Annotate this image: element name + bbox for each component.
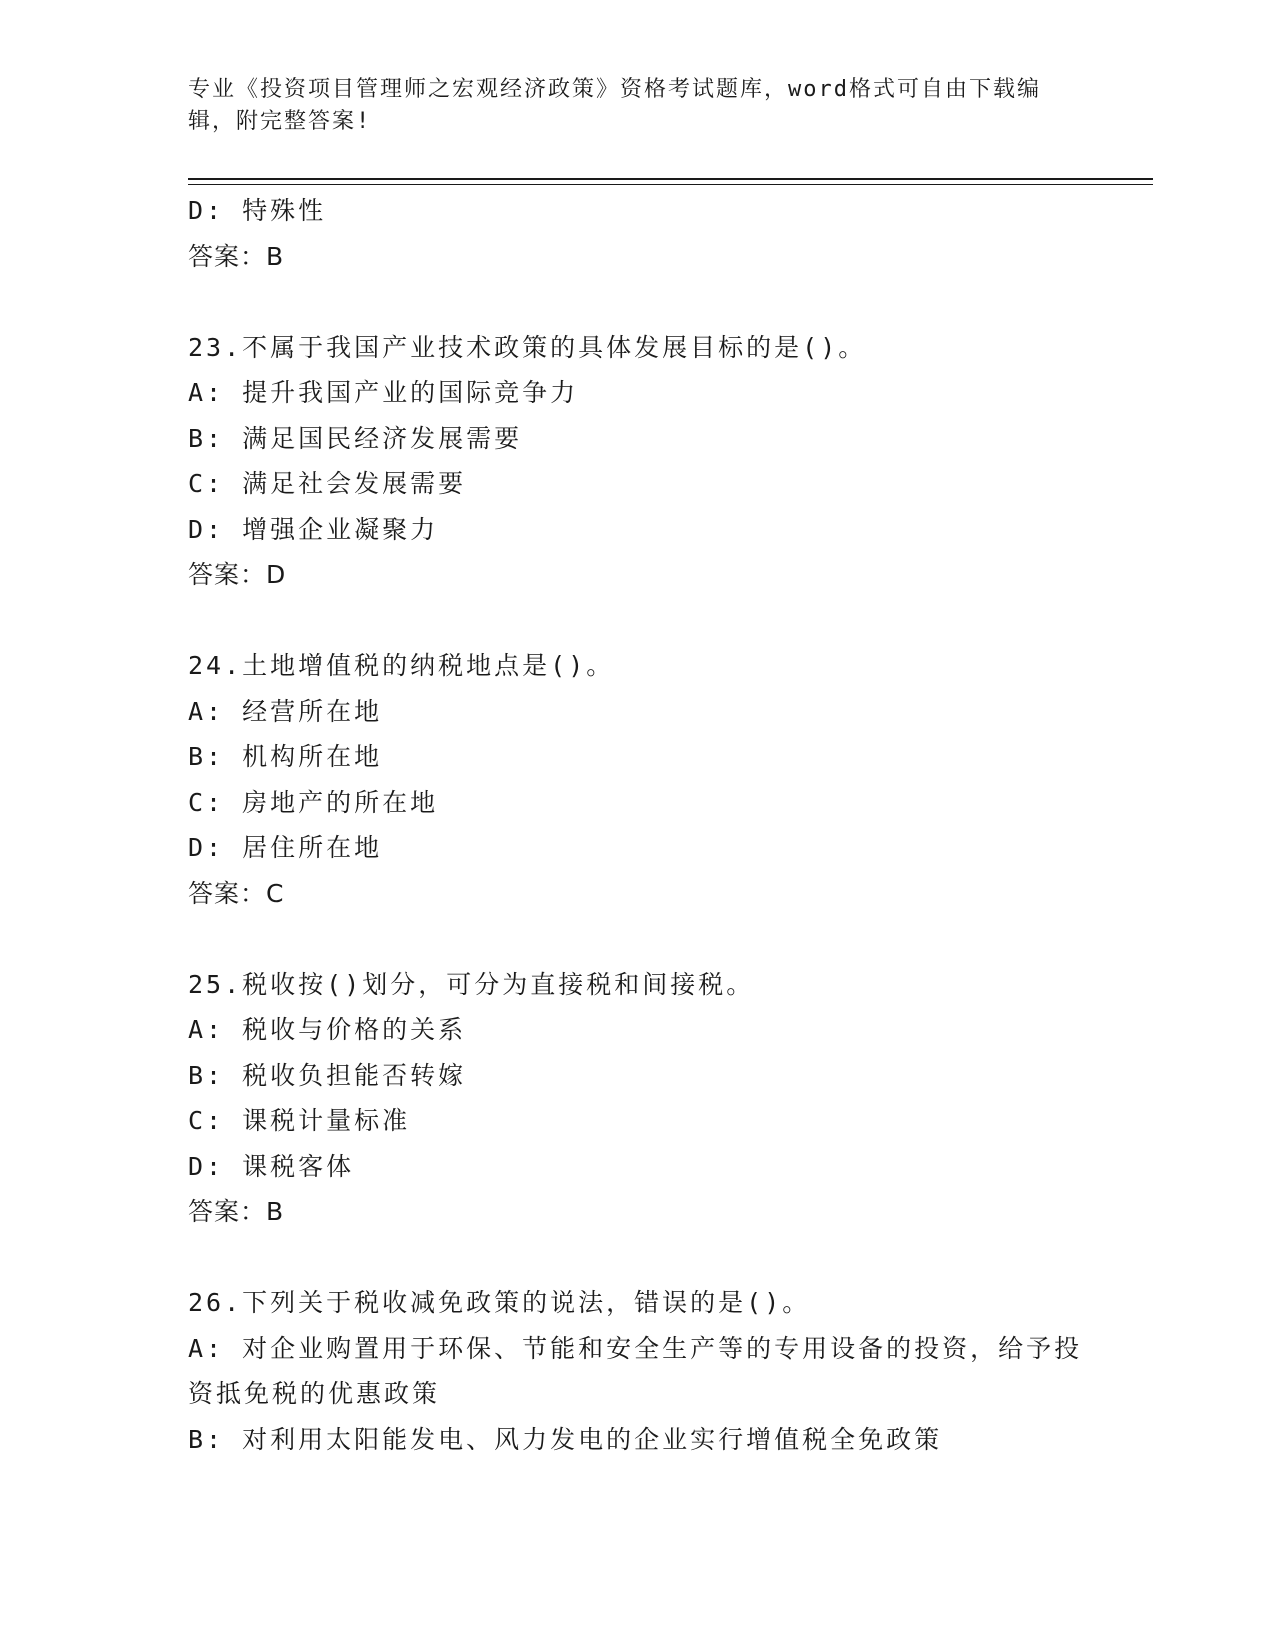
- question-stem: 24.土地增值税的纳税地点是()。: [188, 651, 615, 680]
- option-d: D: 居住所在地: [188, 833, 383, 862]
- answer: 答案：D: [188, 560, 287, 589]
- header-note: 专业《投资项目管理师之宏观经济政策》资格考试题库，word格式可自由下载编辑，附完整答案!: [188, 77, 1041, 134]
- prev-answer: 答案：B: [188, 241, 285, 271]
- option-b: B: 税收负担能否转嫁: [188, 1060, 467, 1090]
- option-a: A: 提升我国产业的国际竞争力: [188, 378, 579, 407]
- question-26: [188, 1280, 1088, 1462]
- question-24: [188, 643, 1088, 916]
- question-stem: 26.下列关于税收减免政策的说法，错误的是()。: [188, 1288, 811, 1317]
- option-d: D: 课税客体: [188, 1151, 355, 1181]
- option-b: B: 机构所在地: [188, 742, 383, 771]
- option-c: C: 房地产的所在地: [188, 787, 439, 817]
- question-content: [188, 188, 1088, 1462]
- header-divider-thin: [188, 184, 1153, 185]
- header-divider: [188, 178, 1153, 180]
- option-b: B: 满足国民经济发展需要: [188, 423, 523, 453]
- question-23: [188, 325, 1088, 598]
- option-a: A: 税收与价格的关系: [188, 1015, 467, 1044]
- answer: 答案：C: [188, 878, 285, 908]
- answer: 答案：B: [188, 1197, 285, 1226]
- option-c: C: 满足社会发展需要: [188, 469, 467, 498]
- question-stem: 23.不属于我国产业技术政策的具体发展目标的是()。: [188, 332, 867, 362]
- prev-option-d: D: 特殊性: [188, 196, 327, 225]
- option-d: D: 增强企业凝聚力: [188, 514, 439, 544]
- option-b: B: 对利用太阳能发电、风力发电的企业实行增值税全免政策: [188, 1424, 943, 1454]
- question-stem: 25.税收按()划分，可分为直接税和间接税。: [188, 969, 755, 999]
- option-c: C: 课税计量标准: [188, 1106, 411, 1135]
- option-a: A: 经营所在地: [188, 696, 383, 726]
- question-25: [188, 962, 1088, 1235]
- option-a: A: 对企业购置用于环保、节能和安全生产等的专用设备的投资，给予投资抵免税的优惠政策: [188, 1333, 1083, 1408]
